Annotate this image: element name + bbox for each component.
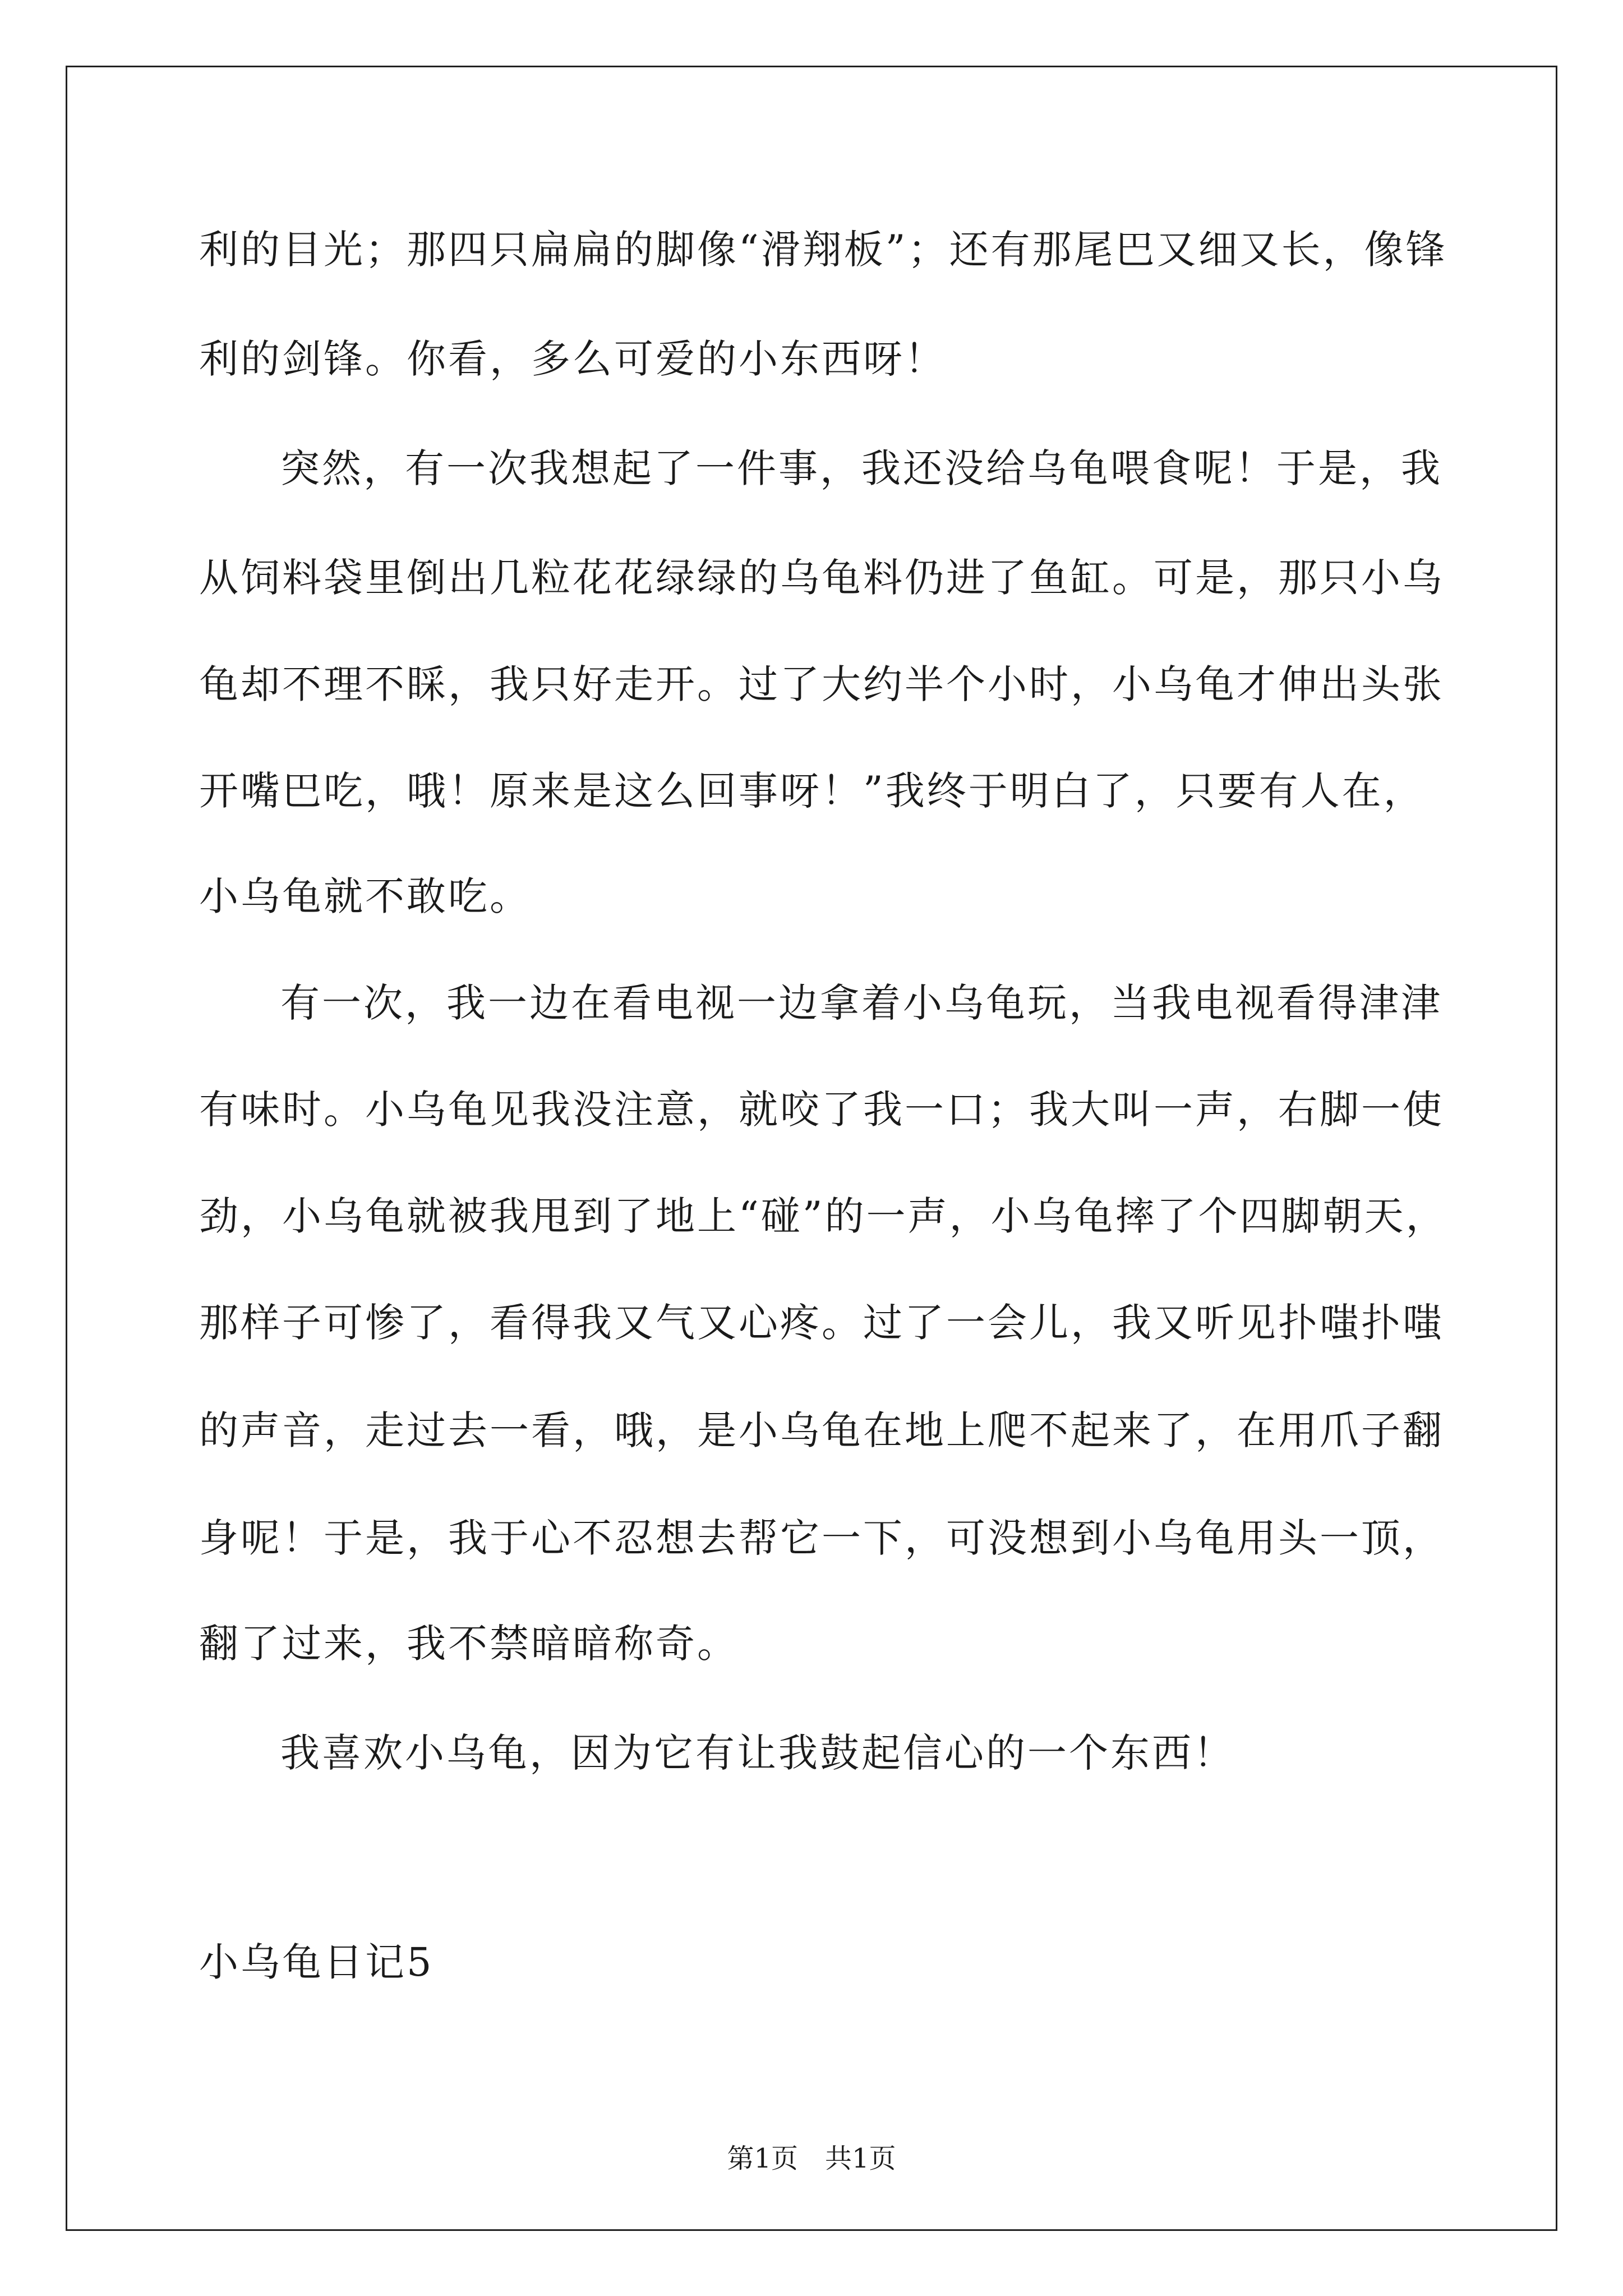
paragraph-3-line-5: 的声音，走过去一看，哦，是小乌龟在地上爬不起来了，在用爪子翻 [199, 1407, 1444, 1453]
paragraph-3-line-4: 那样子可惨了，看得我又气又心疼。过了一会儿，我又听见扑嗤扑嗤 [199, 1300, 1444, 1346]
paragraph-2-line-4: 开嘴巴吃，哦！原来是这么回事呀！”我终于明白了，只要有人在， [199, 768, 1425, 814]
page-footer: 第1页 共1页 [727, 2143, 896, 2174]
paragraph-3-line-6: 身呢！于是，我于心不忍想去帮它一下，可没想到小乌龟用头一顶， [199, 1515, 1444, 1561]
paragraph-3-line-3: 劲，小乌龟就被我甩到了地上“碰”的一声，小乌龟摔了个四脚朝天， [199, 1193, 1447, 1239]
paragraph-2-line-2: 从饲料袋里倒出几粒花花绿绿的乌龟料仍进了鱼缸。可是，那只小乌 [199, 555, 1444, 601]
section-title: 小乌龟日记5 [199, 1939, 434, 1985]
paragraph-2-line-1: 突然，有一次我想起了一件事，我还没给乌龟喂食呢！于是，我 [280, 445, 1442, 491]
paragraph-2-line-5: 小乌龟就不敢吃。 [199, 873, 531, 919]
paragraph-2-line-3: 龟却不理不睬，我只好走开。过了大约半个小时，小乌龟才伸出头张 [199, 661, 1444, 707]
paragraph-3-line-1: 有一次，我一边在看电视一边拿着小乌龟玩，当我电视看得津津 [280, 980, 1442, 1026]
paragraph-1-line-2: 利的剑锋。你看，多么可爱的小东西呀！ [199, 336, 946, 382]
paragraph-4-line-1: 我喜欢小乌龟，因为它有让我鼓起信心的一个东西！ [280, 1730, 1235, 1776]
paragraph-3-line-2: 有味时。小乌龟见我没注意，就咬了我一口；我大叫一声，右脚一使 [199, 1087, 1444, 1133]
paragraph-3-line-7: 翻了过来，我不禁暗暗称奇。 [199, 1621, 739, 1667]
paragraph-1-line-1: 利的目光；那四只扁扁的脚像“滑翔板”；还有那尾巴又细又长，像锋 [199, 227, 1447, 273]
page-border [66, 66, 1557, 2231]
